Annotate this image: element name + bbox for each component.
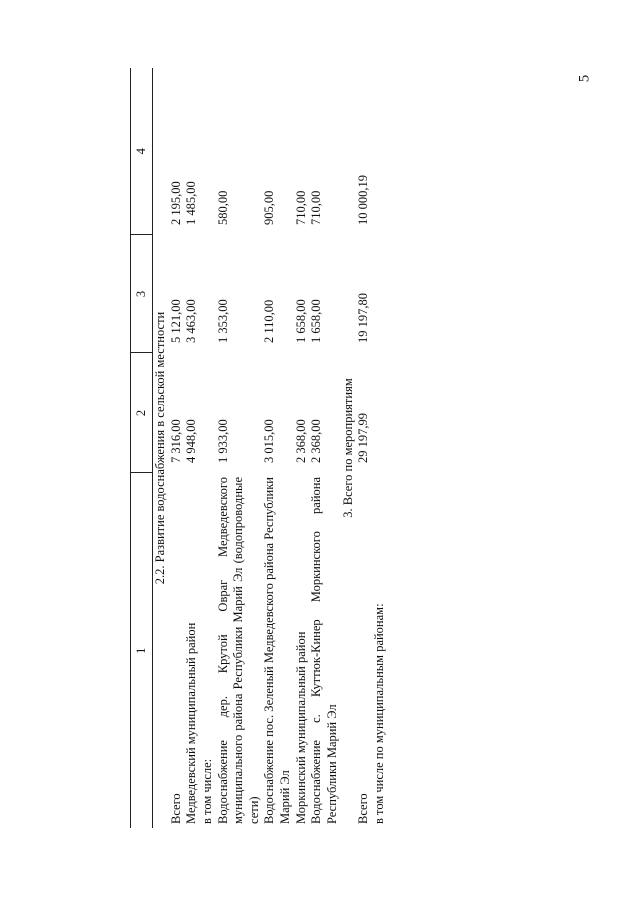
header-col-1: 1 [131,473,153,828]
row-value-col3: 3 463,00 [184,299,199,343]
row-label: Медведевский муниципальный район [184,622,199,824]
row-label: Всего [356,793,371,824]
row-value-col3: 19 197,80 [356,293,371,343]
row-value-col3 [200,235,216,353]
header-col-2: 2 [131,353,153,473]
table-row [200,68,216,828]
row-label: Моркинский муниципальный район [293,631,308,824]
rotated-table-frame [130,68,570,828]
section-heading-row [153,68,169,828]
row-value-col3: 1 353,00 [215,299,230,343]
table-row [372,68,388,828]
table-row [184,68,200,828]
row-value-col2: 4 948,00 [184,419,199,463]
row-value-col2: 2 368,00 [293,419,308,463]
header-col-4: 4 [131,68,153,235]
table-row [216,68,263,828]
funding-table [130,68,387,828]
row-value-col2: 29 197,99 [356,413,371,463]
section-2-2-title: 2.2. Развитие водоснабжения в сельской местности [153,311,167,585]
row-value-col4 [200,68,216,235]
row-value-col4: 710,00 [309,190,324,225]
row-value-col2: 7 316,00 [168,419,183,463]
row-value-col3: 1 658,00 [293,299,308,343]
table-row [169,68,185,828]
section-3-title: 3. Всего по мероприятиям [340,378,355,518]
row-value-col2: 2 368,00 [309,419,324,463]
row-label: в том числе по муниципальным районам: [371,603,386,824]
row-value-col4: 580,00 [215,190,230,225]
table-row-total [356,68,372,828]
row-label: Водоснабжение пос. Зеленый Медведевского района Республики Марий Эл [262,477,292,824]
table-row [294,68,310,828]
row-value-col3: 1 658,00 [309,299,324,343]
row-value-col4: 905,00 [262,190,277,225]
row-label: Водоснабжение дер. Крутой Овраг Медведевского муниципального района Республики Марий Эл (водопроводные сети) [215,477,261,824]
section-heading-row [341,68,357,828]
table-row [309,68,340,828]
row-label: Водоснабжение с. Куттюк-Кинер Моркинского района Республики Марий Эл [309,477,339,824]
row-value-col3: 2 110,00 [262,299,277,343]
row-value-col3: 5 121,00 [168,299,183,343]
row-value-col2 [200,353,216,473]
row-value-col2: 1 933,00 [215,419,230,463]
table-header-row [131,68,153,828]
table-row [262,68,293,828]
row-value-col2: 3 015,00 [262,419,277,463]
row-value-col4: 2 195,00 [168,181,183,225]
row-label: в том числе: [199,758,214,824]
row-value-col4: 710,00 [293,190,308,225]
header-col-3: 3 [131,235,153,353]
row-label: Всего [168,793,183,824]
page-number: 5 [576,74,593,83]
row-value-col4: 1 485,00 [184,181,199,225]
row-value-col4: 10 000,19 [356,175,371,225]
